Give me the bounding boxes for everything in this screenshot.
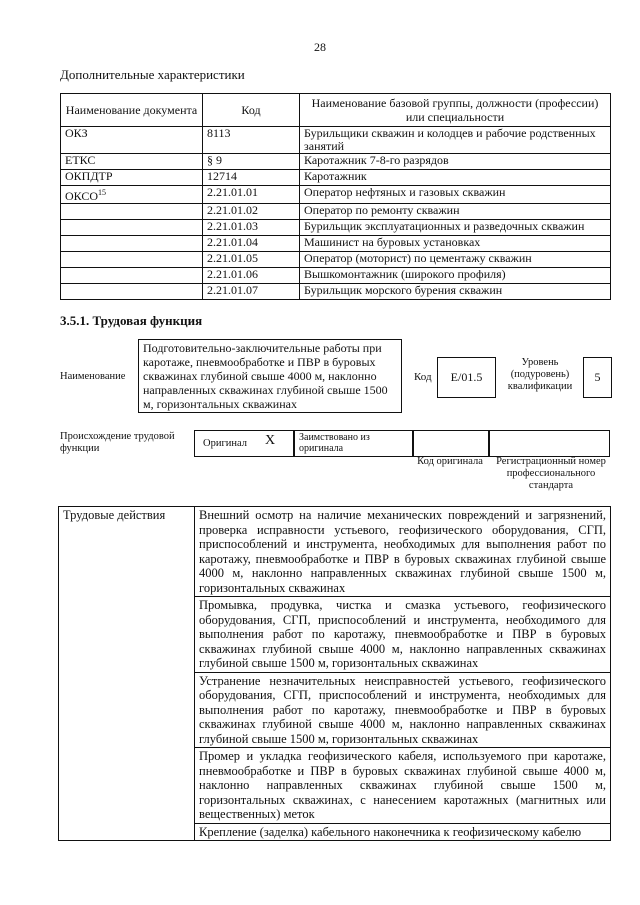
code-cell	[203, 284, 300, 300]
code-cell	[203, 186, 300, 204]
additional-characteristics-table	[60, 93, 611, 300]
borrowed-cell: Заимствовано из оригинала	[294, 430, 413, 457]
labour-action-item: Крепление (заделка) кабельного наконечника к геофизическому кабелю	[195, 823, 611, 841]
code-value: 2.21.01.02	[207, 203, 258, 217]
code-value: 2.21.01.03	[207, 219, 258, 233]
okso-footnote: 15	[98, 188, 107, 197]
qualification-level-value: 5	[583, 357, 612, 398]
code-value: 8113	[207, 126, 231, 140]
function-heading: 3.5.1. Трудовая функция	[60, 313, 203, 328]
header-document: Наименование документа	[61, 94, 203, 127]
group-name: Бурильщики скважин и колодцев и рабочие родственных занятий	[304, 126, 596, 153]
document-cell	[61, 284, 203, 300]
group-name-cell	[300, 220, 611, 236]
group-name: Оператор по ремонту скважин	[304, 203, 460, 217]
original-cell	[194, 430, 294, 457]
header-code: Код	[203, 94, 300, 127]
additional-characteristics-title: Дополнительные характеристики	[60, 67, 245, 82]
document-cell	[61, 186, 203, 204]
document-cell	[61, 154, 203, 170]
header-group-name: Наименование базовой группы, должности (профессии) или специальности	[300, 94, 611, 127]
function-name-label: Наименование	[60, 371, 126, 382]
function-name-value: Подготовительно-заключительные работы при каротаже, пневмообработке и ПВР в буровых скважинах глубиной свыше 4000 м, наклонно направленных скважинах глубиной свыше 1500 м, горизонтальных скважинах	[138, 339, 402, 413]
document-name: ЕТКС	[65, 153, 96, 167]
document-cell	[61, 127, 203, 154]
function-code-value: E/01.5	[437, 357, 496, 398]
labour-action-item: Устранение незначительных неисправностей устьевого, геофизического оборудования, СГП, приспособлений и инструмента, необходимых для выполнения работ по каротажу, пневмообработке и ПВР в буровых скважинах глубиной свыше 4000 м, наклонно направленных скважинах глубиной свыше 1500 м, горизонтальных скважинах	[195, 672, 611, 748]
origin-row	[194, 430, 610, 457]
table-row	[61, 268, 611, 284]
group-name: Каротажник	[304, 169, 367, 183]
code-cell	[203, 236, 300, 252]
document-cell	[61, 236, 203, 252]
document-cell	[61, 170, 203, 186]
table-row	[61, 252, 611, 268]
labour-action-item: Промер и укладка геофизического кабеля, используемого при каротаже, пневмообработке и ПВР в буровых скважинах глубиной свыше 4000 м, наклонно направленных скважинах глубиной свыше 1500 м, горизонтальных скважинах, с нанесением каротажных (магнитных или вещественных) меток	[195, 748, 611, 824]
group-name-cell	[300, 170, 611, 186]
group-name: Бурильщик морского бурения скважин	[304, 283, 503, 297]
table-row	[61, 170, 611, 186]
group-name: Бурильщик эксплуатационных и разведочных скважин	[304, 219, 585, 233]
code-cell	[203, 204, 300, 220]
group-name-cell	[300, 236, 611, 252]
original-label: Оригинал	[203, 438, 247, 449]
code-value: 2.21.01.05	[207, 251, 258, 265]
table-row	[61, 236, 611, 252]
group-name-cell	[300, 284, 611, 300]
registration-number-caption: Регистрационный номер профессионального стандарта	[496, 456, 606, 491]
table-row	[61, 220, 611, 236]
group-name: Оператор нефтяных и газовых скважин	[304, 185, 506, 199]
code-cell	[203, 220, 300, 236]
code-value: 2.21.01.07	[207, 283, 258, 297]
table-row	[61, 284, 611, 300]
original-code-caption: Код оригинала	[417, 456, 483, 467]
registration-number-cell	[489, 430, 610, 457]
document-cell	[61, 204, 203, 220]
original-mark: X	[265, 433, 276, 448]
group-name-cell	[300, 154, 611, 170]
group-name-cell	[300, 127, 611, 154]
group-name: Машинист на буровых установках	[304, 235, 481, 249]
group-name: Вышкомонтажник (широкого профиля)	[304, 267, 506, 281]
code-cell	[203, 170, 300, 186]
table-row	[61, 186, 611, 204]
document-cell	[61, 268, 203, 284]
origin-label: Происхождение трудовой функции	[60, 431, 175, 454]
document-cell	[61, 220, 203, 236]
group-name-cell	[300, 186, 611, 204]
code-value: 2.21.01.06	[207, 267, 258, 281]
group-name: Каротажник 7-8-го разрядов	[304, 153, 449, 167]
table-header-row	[61, 94, 611, 127]
group-name-cell	[300, 252, 611, 268]
code-value: 2.21.01.01	[207, 185, 258, 199]
labour-action-item: Внешний осмотр на наличие механических повреждений и загрязнений, проверка исправности устьевого, геофизического оборудования, СГП, приспособлений и инструмента, необходимых для выполнения работ по каротажу, пневмообработке и ПВР в буровых скважинах глубиной свыше 4000 м, наклонно направленных скважинах глубиной свыше 1500 м, горизонтальных скважинах	[195, 507, 611, 597]
function-code-label: Код	[414, 371, 432, 383]
code-value: § 9	[207, 153, 222, 167]
labour-action-item: Промывка, продувка, чистка и смазка устьевого, геофизического оборудования, СГП, приспособлений и инструмента, необходимого для выполнения работ по каротажу, пневмообработке и ПВР в буровых скважинах глубиной свыше 4000 м, наклонно направленных скважинах глубиной свыше 1500 м, горизонтальных скважинах	[195, 597, 611, 673]
labour-actions-label: Трудовые действия	[59, 507, 195, 841]
code-cell	[203, 127, 300, 154]
table-row	[61, 154, 611, 170]
page-number: 28	[314, 40, 326, 54]
document-cell	[61, 252, 203, 268]
code-cell	[203, 154, 300, 170]
code-cell	[203, 268, 300, 284]
group-name-cell	[300, 268, 611, 284]
table-row	[61, 204, 611, 220]
labour-actions-table	[58, 506, 611, 841]
original-code-cell	[413, 430, 489, 457]
table-row	[59, 507, 611, 597]
qualification-level-label: Уровень (подуровень) квалификации	[507, 357, 573, 392]
code-value: 12714	[207, 169, 237, 183]
document-name: ОКЗ	[65, 126, 88, 140]
document-name: ОКПДТР	[65, 169, 113, 183]
code-cell	[203, 252, 300, 268]
table-row	[61, 127, 611, 154]
group-name-cell	[300, 204, 611, 220]
group-name: Оператор (моторист) по цементажу скважин	[304, 251, 532, 265]
document-name: ОКСО	[65, 189, 99, 203]
code-value: 2.21.01.04	[207, 235, 258, 249]
